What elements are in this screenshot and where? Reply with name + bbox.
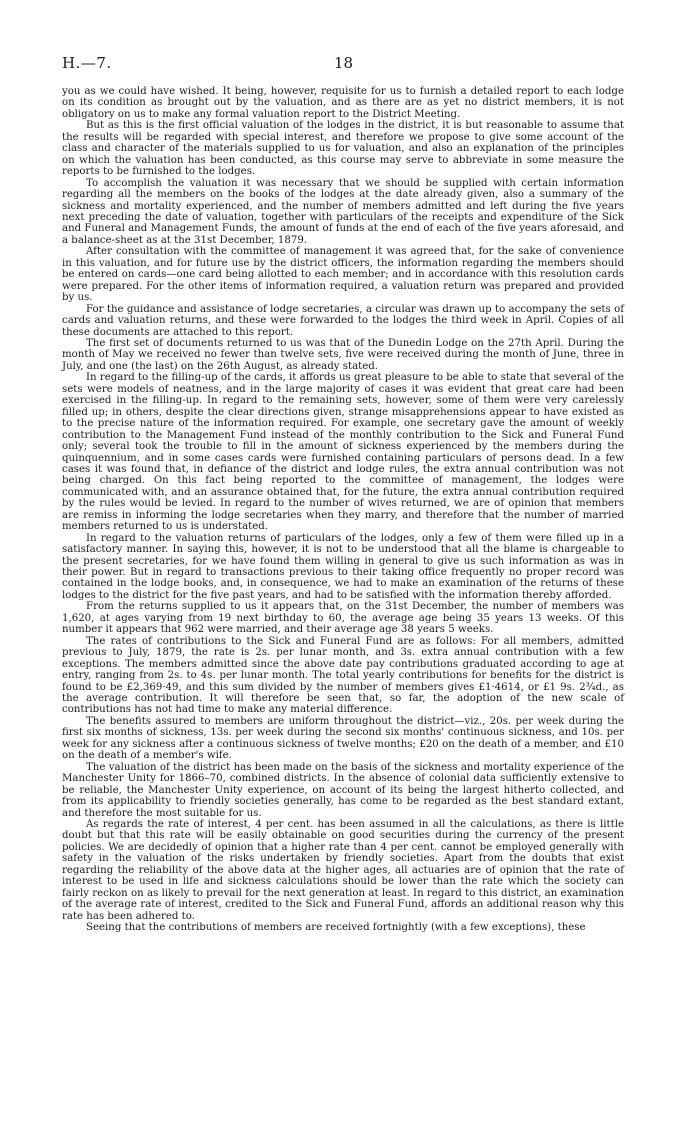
document-reference: H.—7. [62,54,112,72]
paragraph: To accomplish the valuation it was necessary that we should be supplied with certain information regarding all the members on the books of the lodges at the date already given, also a summary of the sickness and mortality experienced, and the number of members admitted and left during the five years next preceding the date of valuation, together with particulars of the receipts and expenditure of the Sick and Funeral and Management Funds, the amount of funds at the end of each of the five years aforesaid, and a balance-sheet as at the 31st December, 1879. [62,177,624,246]
paragraph: The first set of documents returned to us was that of the Dunedin Lodge on the 27th April. During the month of May we received no fewer than twelve sets, five were received during the month of June, three in July, and one (the last) on the 26th August, as already stated. [62,337,624,372]
paragraph: In regard to the valuation returns of particulars of the lodges, only a few of them were filled up in a satisfactory manner. In saying this, however, it is not to be understood that all the blame is chargeable to the present secretaries, for we have found them willing in general to give us such information as was in their power. But in regard to transactions previous to their taking office frequently no proper record was contained in the lodge books, and, in consequence, we had to make an examination of the returns of these lodges to the district for the five past years, and had to be satisfied with the information thereby afforded. [62,532,624,601]
paragraph: Seeing that the contributions of members are received fortnightly (with a few exceptions), these [86,922,586,934]
paragraph: After consultation with the committee of management it was agreed that, for the sake of convenience in this valuation, and for future use by the district officers, the information regarding the members should be entered on cards—one card being allotted to each member; and in accordance with this resolution cards were prepared. For the other items of information required, a valuation return was prepared and provided by us. [62,246,624,304]
paragraph: For the guidance and assistance of lodge secretaries, a circular was drawn up to accompany the sets of cards and valuation returns, and these were forwarded to the lodges the third week in April. Copies of all these documents are attached to this report. [62,303,624,338]
paragraph: From the returns supplied to us it appears that, on the 31st December, the number of members was 1,620, at ages varying from 19 next birthday to 60, the average age being 35 years 13 weeks. Of this number it appears that 962 were married, and their average age 38 years 5 weeks. [62,601,624,636]
paragraph: The benefits assured to members are uniform throughout the district—viz., 20s. per week during the first six months of sickness, 13s. per week during the second six months' continuous sickness, and 10s. per week for any sickness after a continuous sickness of twelve months; £20 on the death of a member, and £10 on the death of a member's wife. [62,715,624,762]
paragraph: The valuation of the district has been made on the basis of the sickness and mortality experience of the Manchester Unity for 1866–70, combined districts. In the absence of colonial data sufficiently extensive to be reliable, the Manchester Unity experience, on account of its being the largest hitherto collected, and from its applicability to friendly societies generally, has come to be regarded as the best standard extant, and therefore the most suitable for us. [62,761,624,819]
page-header [62,54,622,72]
body-text [62,86,624,934]
paragraph: you as we could have wished. It being, however, requisite for us to furnish a detailed report to each lodge on its condition as brought out by the valuation, and as there are as yet no district members, it is not obligatory on us to make any formal valuation report to the District Meeting. [62,86,624,120]
paragraph: The rates of contributions to the Sick and Funeral Fund are as follows: For all members, admitted previous to July, 1879, the rate is 2s. per lunar month, and 3s. extra annual contribution with a few exceptions. The members admitted since the above date pay contributions graduated according to age at entry, ranging from 2s. to 4s. per lunar month. The total yearly contributions for benefits for the district is found to be £2,369·49, and this sum divided by the number of members gives £1·4614, or £1 9s. 2¾d., as the average contribution. It will therefore be seen that, so far, the adoption of the new scale of contributions has not had time to make any material difference. [62,635,624,716]
paragraph: As regards the rate of interest, 4 per cent. has been assumed in all the calculations, as there is little doubt but that this rate will be easily obtainable on good securities during the currency of the present policies. We are decidedly of opinion that a higher rate than 4 per cent. cannot be employed generally with safety in the valuation of the risks undertaken by friendly societies. Apart from the doubts that exist regarding the reliability of the above data at the higher ages, all actuaries are of opinion that the rate of interest to be used in life and sickness calculations should be lower than the rate which the society can fairly reckon on as likely to prevail for the next generation at least. In regard to this district, an examination of the average rate of interest, credited to the Sick and Funeral Fund, affords an additional reason why this rate has been adhered to. [62,819,624,922]
page-number: 18 [334,54,354,72]
paragraph: But as this is the first official valuation of the lodges in the district, it is but reasonable to assume that the results will be regarded with special interest, and therefore we propose to give some account of the class and character of the materials supplied to us for valuation, and also an explanation of the principles on which the valuation has been conducted, as this course may serve to abbreviate in some measure the reports to be furnished to the lodges. [62,120,624,178]
paragraph: In regard to the filling-up of the cards, it affords us great pleasure to be able to state that several of the sets were models of neatness, and in the large majority of cases it was evident that great care had been exercised in the filling-up. In regard to the remaining sets, however, some of them were very carelessly filled up; in others, despite the clear directions given, strange misapprehensions appear to have existed as to the precise nature of the information required. For example, one secretary gave the amount of weekly contribution to the Management Fund instead of the monthly contribution to the Sick and Funeral Fund only; several took the trouble to fill in the amount of sickness experienced by the members during the quinquennium, and in some cases cards were furnished containing particulars of persons dead. In a few cases it was found that, in defiance of the district and lodge rules, the extra annual contribution was not being charged. On this fact being reported to the committee of management, the lodges were communicated with, and an assurance obtained that, for the future, the extra annual contribution required by the rules would be levied. In regard to the number of wives returned, we are of opinion that members are remiss in informing the lodge secretaries when they marry, and therefore that the number of married members returned to us is understated. [62,372,624,533]
